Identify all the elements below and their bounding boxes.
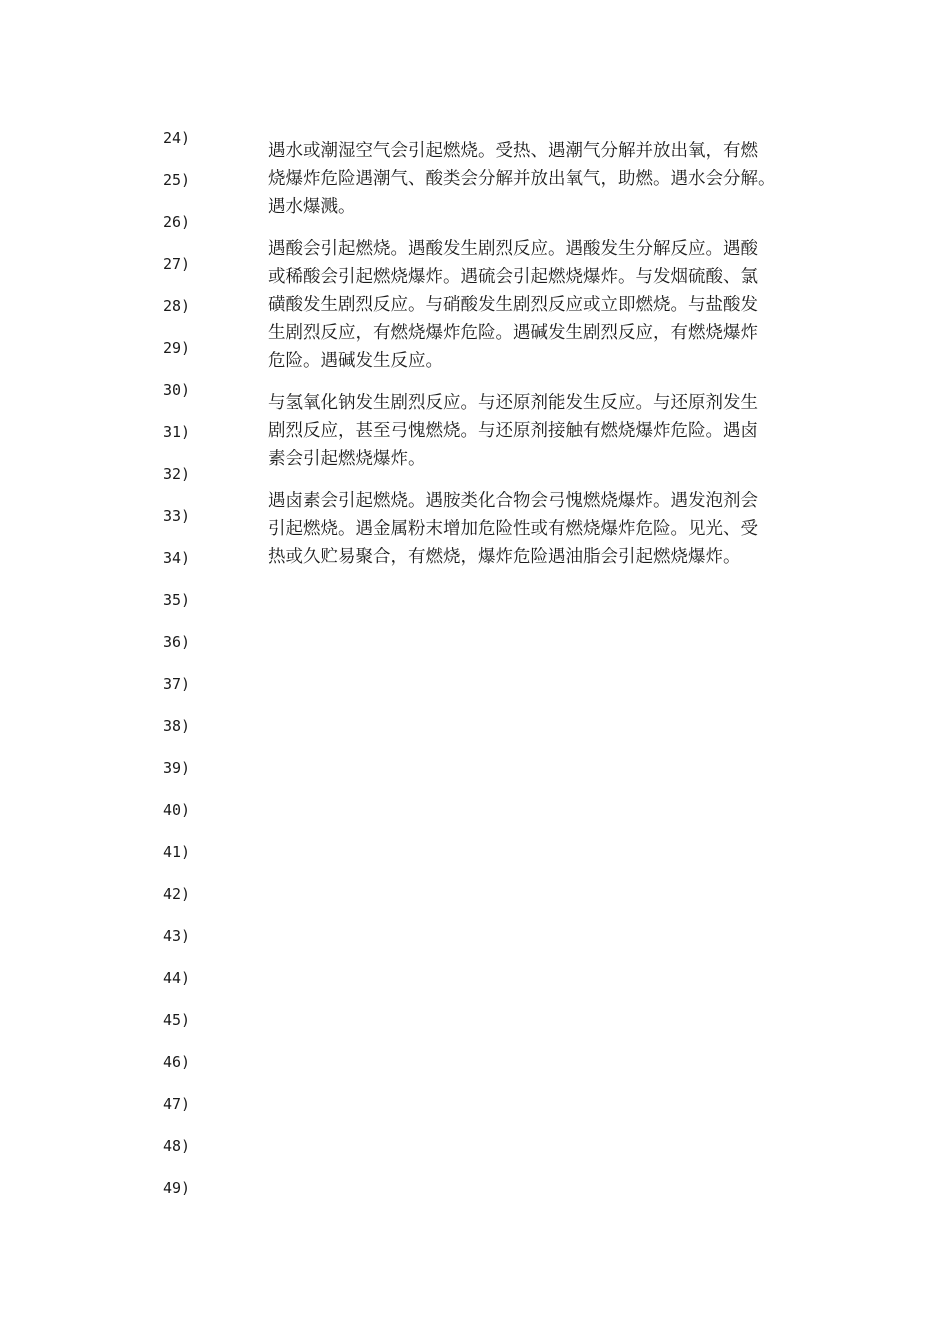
paragraph-gap [268, 375, 828, 389]
line-number: 38) [163, 717, 191, 735]
line-number: 30) [163, 381, 191, 399]
document-body [268, 137, 828, 571]
text-line: 危险。遇碱发生反应。 [268, 351, 443, 371]
text-line: 遇酸会引起燃烧。遇酸发生剧烈反应。遇酸发生分解反应。遇酸 [268, 239, 758, 259]
paragraph [268, 487, 828, 571]
text-line: 或稀酸会引起燃烧爆炸。遇硫会引起燃烧爆炸。与发烟硫酸、氯 [268, 267, 758, 287]
line-number: 29) [163, 339, 191, 357]
line-number: 43) [163, 927, 191, 945]
text-line: 生剧烈反应，有燃烧爆炸危险。遇碱发生剧烈反应，有燃烧爆炸 [268, 323, 758, 343]
text-line: 引起燃烧。遇金属粉末增加危险性或有燃烧爆炸危险。见光、受 [268, 519, 758, 539]
line-number: 45) [163, 1011, 191, 1029]
line-number: 34) [163, 549, 191, 567]
line-number: 26) [163, 213, 191, 231]
text-line: 磺酸发生剧烈反应。与硝酸发生剧烈反应或立即燃烧。与盐酸发 [268, 295, 758, 315]
line-number: 44) [163, 969, 191, 987]
line-number: 24) [163, 129, 191, 147]
text-line: 遇水或潮湿空气会引起燃烧。受热、遇潮气分解并放出氧，有燃 [268, 141, 758, 161]
line-number: 36) [163, 633, 191, 651]
line-number: 35) [163, 591, 191, 609]
line-number: 33) [163, 507, 191, 525]
text-line: 遇卤素会引起燃烧。遇胺类化合物会弓愧燃烧爆炸。遇发泡剂会 [268, 491, 758, 511]
paragraph [268, 235, 828, 375]
line-number-column [163, 127, 213, 1219]
paragraph-gap [268, 221, 828, 235]
line-number: 32) [163, 465, 191, 483]
text-line: 烧爆炸危险遇潮气、酸类会分解并放出氧气，助燃。遇水会分解。 [268, 169, 776, 189]
line-number: 27) [163, 255, 191, 273]
line-number: 42) [163, 885, 191, 903]
line-number: 49) [163, 1179, 191, 1197]
text-line: 遇水爆溅。 [268, 197, 356, 217]
line-number: 28) [163, 297, 191, 315]
line-number: 37) [163, 675, 191, 693]
text-line: 剧烈反应，甚至弓愧燃烧。与还原剂接触有燃烧爆炸危险。遇卤 [268, 421, 758, 441]
text-line: 与氢氧化钠发生剧烈反应。与还原剂能发生反应。与还原剂发生 [268, 393, 758, 413]
line-number: 39) [163, 759, 191, 777]
line-number: 31) [163, 423, 191, 441]
paragraph-gap [268, 473, 828, 487]
line-number: 41) [163, 843, 191, 861]
line-number: 40) [163, 801, 191, 819]
line-number: 47) [163, 1095, 191, 1113]
line-number: 46) [163, 1053, 191, 1071]
paragraph [268, 389, 828, 473]
line-number: 48) [163, 1137, 191, 1155]
text-line: 素会引起燃烧爆炸。 [268, 449, 426, 469]
line-number: 25) [163, 171, 191, 189]
text-line: 热或久贮易聚合，有燃烧，爆炸危险遇油脂会引起燃烧爆炸。 [268, 547, 741, 567]
paragraph [268, 137, 828, 221]
